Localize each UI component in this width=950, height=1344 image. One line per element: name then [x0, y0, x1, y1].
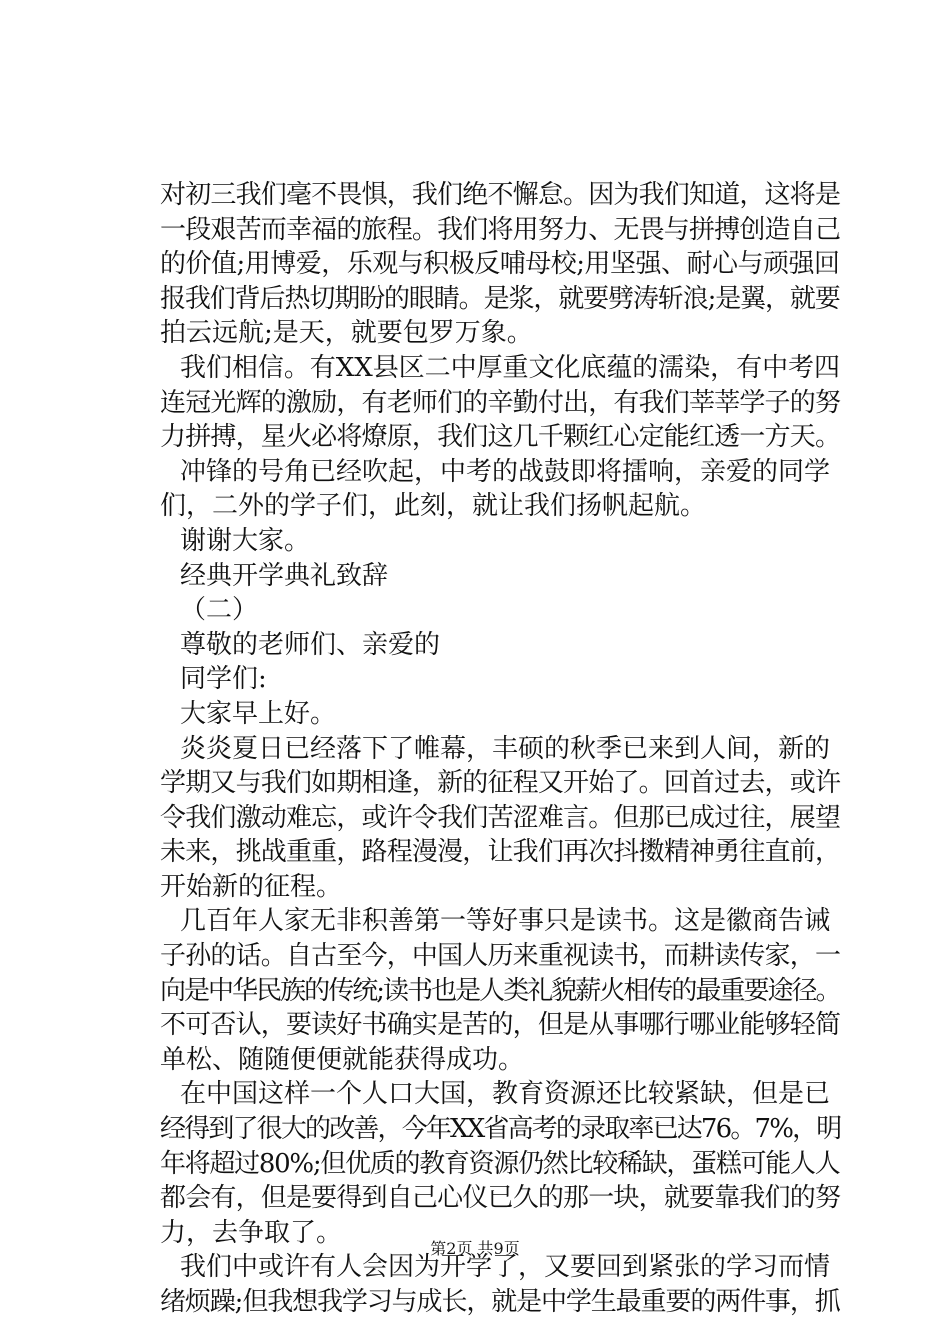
- text-line: 学期又与我们如期相逢，新的征程又开始了。回首过去，或许: [160, 768, 841, 799]
- text-line: 年将超过80%;但优质的教育资源仍然比较稀缺，蛋糕可能人人: [160, 1148, 840, 1179]
- text-line: 大家早上好。: [180, 698, 337, 729]
- page-footer: [0, 1238, 950, 1260]
- text-line: 在中国这样一个人口大国，教育资源还比较紧缺，但是已: [180, 1079, 831, 1110]
- text-line: 都会有，但是要得到自己心仪已久的那一块，就要靠我们的努: [160, 1183, 841, 1214]
- text-line: 经得到了很大的改善，今年XX省高考的录取率已达76。7%，明: [160, 1114, 841, 1145]
- text-line: 开始新的征程。: [160, 871, 343, 902]
- text-line: 力拼搏，星火必将燎原，我们这几千颗红心定能红透一方天。: [160, 422, 841, 453]
- text-line: 子孙的话。自古至今，中国人历来重视读书，而耕读传家，一: [160, 941, 841, 972]
- text-line: 对初三我们毫不畏惧，我们绝不懈怠。因为我们知道，这将是: [160, 180, 841, 210]
- text-line: 拍云远航;是天，就要包罗万象。: [160, 318, 533, 349]
- document-body: [160, 178, 840, 1320]
- text-line: 一段艰苦而幸福的旅程。我们将用努力、无畏与拼搏创造自己: [160, 214, 841, 245]
- text-line: 单松、随随便便就能获得成功。: [160, 1044, 525, 1075]
- text-line: 谢谢大家。: [180, 525, 311, 556]
- text-line: 们，二外的学子们，此刻，就让我们扬帆起航。: [160, 491, 707, 522]
- text-line: 不可否认，要读好书确实是苦的，但是从事哪行哪业能够轻简: [160, 1010, 841, 1041]
- text-line: 连冠光辉的激励，有老师们的辛勤付出，有我们莘莘学子的努: [160, 387, 841, 418]
- section-title: 经典开学典礼致辞: [180, 560, 389, 591]
- text-line: 同学们:: [180, 664, 267, 695]
- text-line: 的价值;用博爱，乐观与积极反哺母校;用坚强、耐心与顽强回: [160, 249, 840, 280]
- section-number: （二）: [180, 595, 259, 626]
- text-line: 向是中华民族的传统;读书也是人类礼貌薪火相传的最重要途径。: [160, 975, 840, 1006]
- text-line: 冲锋的号角已经吹起，中考的战鼓即将擂响，亲爱的同学: [180, 456, 831, 487]
- text-line: 力，去争取了。: [160, 1217, 343, 1248]
- text-line: 令我们激动难忘，或许令我们苦涩难言。但那已成过往，展望: [160, 802, 841, 833]
- text-line: 报我们背后热切期盼的眼睛。是浆，就要劈涛斩浪;是翼，就要: [160, 283, 840, 314]
- page-number: 第2页 共9页: [430, 1239, 520, 1258]
- text-line: 几百年人家无非积善第一等好事只是读书。这是徽商告诫: [180, 906, 831, 937]
- text-line: 炎炎夏日已经落下了帷幕，丰硕的秋季已来到人间，新的: [180, 733, 831, 764]
- text-line: 尊敬的老师们、亲爱的: [180, 629, 441, 660]
- text-line: 我们相信。有XX县区二中厚重文化底蕴的濡染，有中考四: [180, 352, 840, 383]
- text-line: 未来，挑战重重，路程漫漫，让我们再次抖擞精神勇往直前，: [160, 837, 841, 868]
- text-line: 绪烦躁;但我想我学习与成长，就是中学生最重要的两件事，抓: [160, 1287, 840, 1317]
- text-line: 我们中或许有人会因为开学了，又要回到紧张的学习而情: [180, 1252, 831, 1283]
